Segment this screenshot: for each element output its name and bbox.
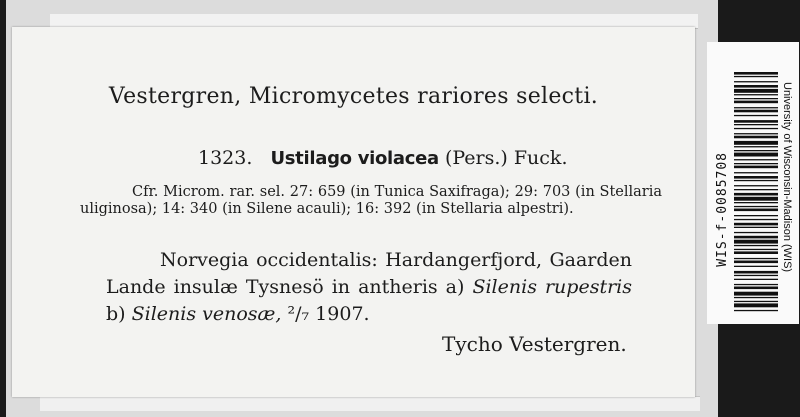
barcode-bar: [734, 240, 778, 244]
specimen-label: [12, 27, 695, 397]
specimen-name-line: [198, 147, 567, 169]
barcode-bar: [734, 209, 778, 212]
barcode-bar: [734, 303, 778, 307]
barcode-bar: [734, 245, 778, 246]
barcode-bar: [734, 89, 778, 93]
host-a: Silenis rupestris: [472, 276, 632, 298]
barcode-bar: [734, 249, 778, 250]
collector-name: Tycho Vestergren.: [442, 332, 627, 356]
barcode-bar: [734, 81, 778, 82]
barcode-bar: [734, 180, 778, 181]
barcode-bar: [734, 301, 778, 302]
barcode-bar: [734, 275, 778, 276]
barcode-bar: [734, 279, 778, 280]
barcode-bar: [734, 120, 778, 123]
barcode-bar: [734, 232, 778, 233]
barcode-bar: [734, 266, 778, 267]
institution-name: University of Wisconsin-Madison (WIS): [781, 82, 793, 273]
barcode-bar: [734, 297, 778, 298]
barcode-bar: [734, 110, 778, 113]
barcode-bar: [734, 115, 778, 116]
barcode-image: [734, 72, 778, 312]
references-text: Cfr. Microm. rar. sel. 27: 659 (in Tunica Saxifraga); 29: 703 (in Stellaria uliginosa); 14: 340 (in Silene acauli); 16: 392 (in Stellaria alpestri).: [80, 184, 662, 217]
barcode-bar: [734, 141, 778, 145]
barcode-bar: [734, 193, 778, 196]
barcode-bar: [734, 215, 778, 216]
barcode-bar: [734, 236, 778, 239]
barcode-bar: [734, 159, 778, 160]
specimen-number: 1323.: [198, 147, 253, 169]
barcode-bar: [734, 251, 778, 254]
barcode-bar: [734, 176, 778, 179]
barcode-bar: [734, 261, 778, 264]
barcode-bar: [734, 136, 778, 139]
locality-text: Norvegia occidentalis: Hardangerfjord, Gaarden Lande insulæ Tysnesö in antheris a): [106, 249, 632, 298]
barcode-bar: [734, 219, 778, 220]
barcode-bar: [734, 310, 778, 311]
barcode-bar: [734, 202, 778, 203]
barcode-label: [707, 42, 799, 324]
barcode-bar: [734, 206, 778, 207]
barcode-bar: [734, 172, 778, 173]
barcode-bar: [734, 163, 778, 164]
barcode-bar: [734, 189, 778, 190]
barcode-bar: [734, 98, 778, 99]
barcode-bar: [734, 124, 778, 125]
barcode-bar: [734, 150, 778, 151]
series-title: Vestergren, Micromycetes rariores selecti.: [108, 84, 599, 109]
barcode-bar: [734, 76, 778, 77]
barcode-bar: [734, 197, 778, 201]
backsheet-bottom-edge: [40, 396, 700, 411]
barcode-bar: [734, 292, 778, 296]
barcode-bar: [734, 128, 778, 129]
references-paragraph: [80, 184, 662, 218]
locality-paragraph: [106, 247, 632, 328]
barcode-bar: [734, 166, 778, 169]
barcode-bar: [734, 223, 778, 226]
barcode-bar: [734, 287, 778, 290]
barcode-bar: [734, 72, 778, 75]
barcode-bar: [734, 85, 778, 88]
barcode-bar: [734, 146, 778, 147]
collection-date: ²/₇ 1907.: [287, 303, 370, 325]
barcode-bar: [734, 271, 778, 274]
barcode-bar: [734, 227, 778, 228]
taxon-name: Ustilago violacea: [270, 148, 439, 169]
barcode-bar: [734, 133, 778, 134]
barcode-bar: [734, 258, 778, 259]
taxon-authority: (Pers.) Fuck.: [444, 147, 568, 169]
host-b: Silenis venosæ,: [131, 303, 282, 325]
barcode-bar: [734, 284, 778, 285]
barcode-bar: [734, 101, 778, 104]
barcode-bar: [734, 107, 778, 108]
barcode-number: WIS-f-0085708: [715, 152, 730, 267]
barcode-bar: [734, 94, 778, 95]
barcode-bar: [734, 153, 778, 157]
barcode-bar: [734, 185, 778, 186]
locality-text-b: b): [106, 303, 126, 325]
